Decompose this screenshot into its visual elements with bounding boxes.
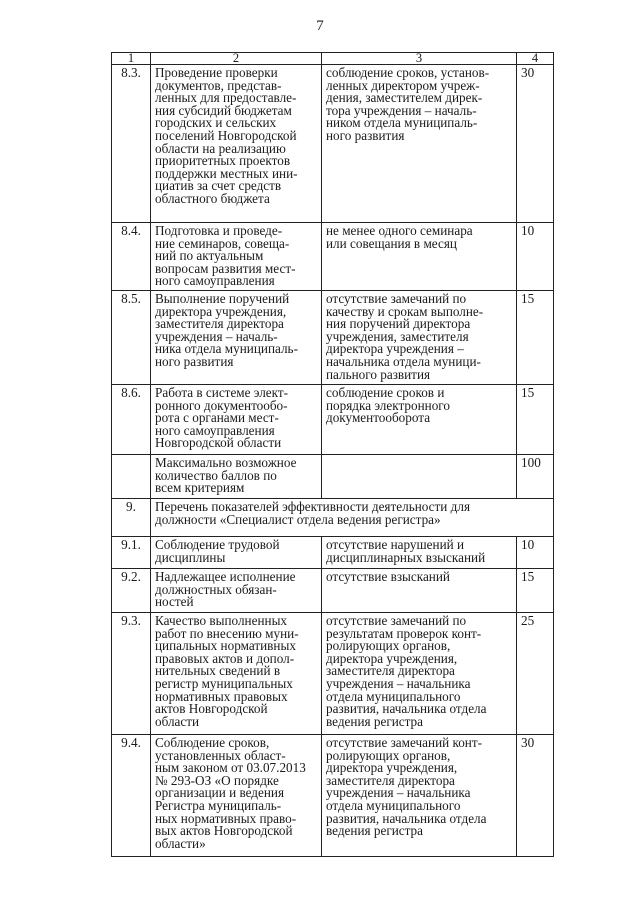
section-number: 9.	[112, 499, 151, 537]
indicator-points: 30	[517, 65, 554, 223]
row-number: 8.5.	[112, 291, 151, 385]
indicator-criterion: не менее одного семинара или совещания в месяц	[322, 223, 517, 291]
page-number: 7	[316, 18, 324, 34]
indicator-name: Выполнение поручений директора учреждения, заместителя директора учреждения – началь- ника отдела муниципаль- ного развития	[151, 291, 322, 385]
indicator-criterion	[322, 455, 517, 499]
row-number: 8.3.	[112, 65, 151, 223]
table-row	[112, 385, 554, 455]
row-number: 9.2.	[112, 569, 151, 613]
row-number: 9.1.	[112, 537, 151, 569]
table-header-row	[112, 53, 554, 65]
column-header: 3	[322, 53, 517, 65]
indicator-criterion: отсутствие замечаний по качеству и срокам выполне- ния поручений директора учреждения, заместителя директора учреждения – начальника отдела муници- пального развития	[322, 291, 517, 385]
indicator-points: 10	[517, 537, 554, 569]
table-row	[112, 291, 554, 385]
indicator-criterion: отсутствие замечаний конт- ролирующих органов, директора учреждения, заместителя директора учреждения – начальника отдела муниципального развития, начальника отдела ведения регистра	[322, 735, 517, 857]
row-number	[112, 455, 151, 499]
indicator-criterion: отсутствие замечаний по результатам проверок конт- ролирующих органов, директора учреждения, заместителя директора учреждения – начальника отдела муниципального развития, начальника отдела ведения регистра	[322, 613, 517, 735]
column-header: 2	[151, 53, 322, 65]
section-row	[112, 499, 554, 537]
indicator-criterion: соблюдение сроков, установ- ленных директором учреж- дения, заместителем дирек- тора учреждения – началь- ником отдела муниципаль- ного развития	[322, 65, 517, 223]
table-row-total	[112, 455, 554, 499]
row-number: 8.6.	[112, 385, 151, 455]
indicator-name: Подготовка и проведе- ние семинаров, совеща- ний по актуальным вопросам развития мест- ного самоуправления	[151, 223, 322, 291]
table-row	[112, 613, 554, 735]
indicator-name: Проведение проверки документов, представ- ленных для предоставле- ния субсидий бюджетам городских и сельских поселений Новгородской области на реализацию приоритетных проектов поддержки местных ини- циатив за счет средств областного бюджета	[151, 65, 322, 223]
indicator-criterion: отсутствие взысканий	[322, 569, 517, 613]
indicator-points: 15	[517, 569, 554, 613]
indicator-name: Надлежащее исполнение должностных обязан- ностей	[151, 569, 322, 613]
indicator-name: Работа в системе элект- ронного документообо- рота с органами мест- ного самоуправления Новгородской области	[151, 385, 322, 455]
indicator-points: 10	[517, 223, 554, 291]
indicator-criterion: соблюдение сроков и порядка электронного документооборота	[322, 385, 517, 455]
indicator-points: 25	[517, 613, 554, 735]
indicator-name: Качество выполненных работ по внесению муни- ципальных нормативных правовых актов и допол- нительных сведений в регистр муниципальных нормативных правовых актов Новгородской области	[151, 613, 322, 735]
table-row	[112, 223, 554, 291]
indicator-name: Соблюдение трудовой дисциплины	[151, 537, 322, 569]
indicator-name: Максимально возможное количество баллов по всем критериям	[151, 455, 322, 499]
table-row	[112, 65, 554, 223]
table-row	[112, 735, 554, 857]
column-header: 4	[517, 53, 554, 65]
criteria-table	[111, 52, 554, 857]
indicator-points: 30	[517, 735, 554, 857]
indicator-points: 15	[517, 385, 554, 455]
row-number: 9.4.	[112, 735, 151, 857]
indicator-points: 100	[517, 455, 554, 499]
row-number: 9.3.	[112, 613, 151, 735]
column-header: 1	[112, 53, 151, 65]
table-row	[112, 537, 554, 569]
table-row	[112, 569, 554, 613]
row-number: 8.4.	[112, 223, 151, 291]
indicator-points: 15	[517, 291, 554, 385]
indicator-name: Соблюдение сроков, установленных област- ным законом от 03.07.2013 № 293-ОЗ «О порядке организации и ведения Регистра муниципаль- ных нормативных право- вых актов Новгородской области»	[151, 735, 322, 857]
section-title: Перечень показателей эффективности деятельности для должности «Специалист отдела ведения регистра»	[151, 499, 554, 537]
indicator-criterion: отсутствие нарушений и дисциплинарных взысканий	[322, 537, 517, 569]
